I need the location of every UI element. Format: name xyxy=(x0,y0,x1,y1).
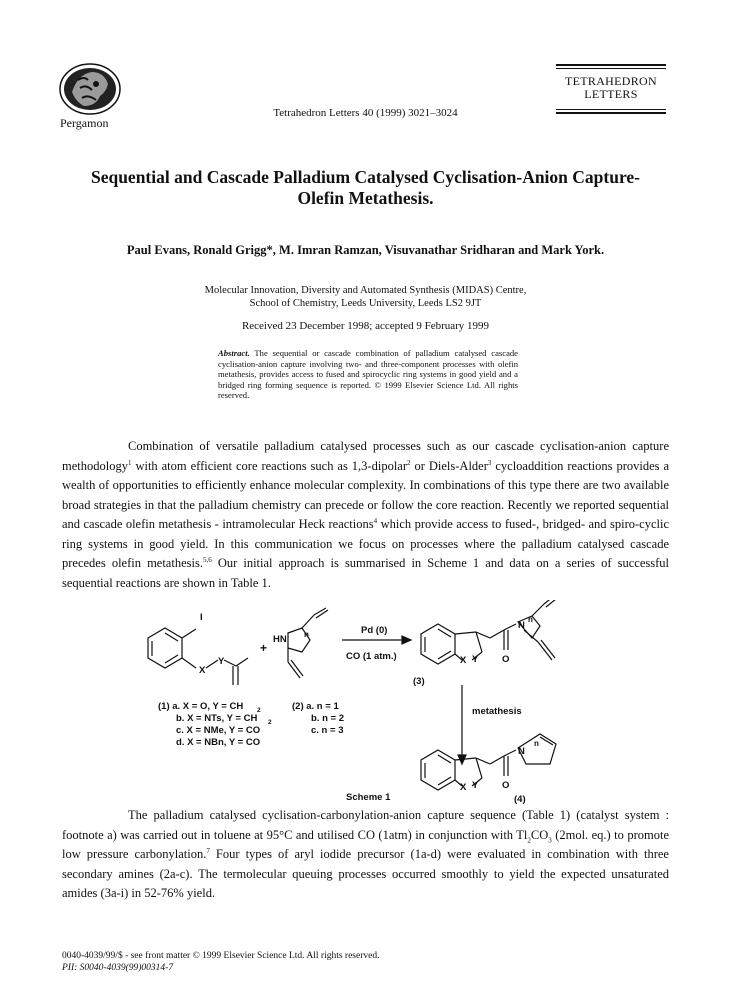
affiliation xyxy=(0,285,731,310)
svg-text:HN: HN xyxy=(273,634,287,645)
scheme-1-diagram xyxy=(120,600,640,805)
svg-text:N: N xyxy=(518,620,525,631)
journal-reference: Tetrahedron Letters 40 (1999) 3021–3024 xyxy=(273,107,458,119)
svg-text:n: n xyxy=(528,615,533,624)
citation-5-6[interactable]: 5,6 xyxy=(202,555,212,564)
abstract-text: The sequential or cascade combination of palladium catalysed cascade cyclisation-anion capture involving two- and three-component processes with olefin metathesis, provides access to fused and spirocyclic ring systems in good yield and a bridged ring forming sequence is reported. © 1999 Elsevier Science Ltd. All rights reserved. xyxy=(218,348,518,400)
citation-7[interactable]: 7 xyxy=(206,846,210,855)
journal-name-line2: LETTERS xyxy=(584,87,638,101)
abstract xyxy=(218,348,518,401)
copyright-line: 0040-4039/99/$ - see front matter © 1999 Elsevier Science Ltd. All rights reserved. xyxy=(62,951,380,961)
svg-text:CO (1 atm.): CO (1 atm.) xyxy=(346,651,397,662)
pii-line: PII: S0040-4039(99)00314-7 xyxy=(62,963,174,973)
svg-text:(4): (4) xyxy=(514,794,526,805)
received-dates: Received 23 December 1998; accepted 9 February 1999 xyxy=(241,320,490,332)
svg-text:+: + xyxy=(260,641,268,655)
svg-text:Scheme 1: Scheme 1 xyxy=(346,792,391,803)
svg-text:(2) a. n = 1: (2) a. n = 1 xyxy=(292,701,339,712)
svg-text:metathesis: metathesis xyxy=(472,706,522,717)
title-line1: Sequential and Cascade Palladium Catalysed Cyclisation-Anion Capture- xyxy=(90,167,641,187)
citation-2[interactable]: 2 xyxy=(407,458,411,467)
title-line2: Olefin Metathesis. xyxy=(297,188,434,208)
svg-text:2: 2 xyxy=(268,719,272,726)
citation-4[interactable]: 4 xyxy=(373,516,378,525)
citation-3[interactable]: 3 xyxy=(487,458,492,467)
svg-text:Y: Y xyxy=(218,656,225,667)
body-paragraph-2: The palladium catalysed cyclisation-carbonylation-anion capture sequence (Table 1) (catalyst system : footnote a) was carried out in toluene at 95°C and utilised CO (1atm) in conjunction with $Tl_2CO_3$ (2mol. eq.) to promote low pressure carbonylation.$^7$ Four types of aryl iodide precursor (1a-d) were evaluated in combination with three secondary amines (2a-c). The termolecular queuing processes occurred smoothly to yield the expected unsaturated amides (3a-i) in 52-76% yield. xyxy=(62,808,669,900)
svg-text:b. n = 2: b. n = 2 xyxy=(311,713,344,724)
svg-text:c. X = NMe, Y = CO: c. X = NMe, Y = CO xyxy=(176,725,261,736)
svg-text:N: N xyxy=(518,746,525,757)
paper-title xyxy=(60,167,671,209)
svg-text:(3): (3) xyxy=(413,676,425,687)
svg-text:n: n xyxy=(304,630,309,639)
svg-text:Y: Y xyxy=(472,780,479,791)
journal-name-box xyxy=(556,64,666,114)
svg-text:2: 2 xyxy=(257,707,261,714)
svg-text:O: O xyxy=(502,654,510,665)
publisher-name: Pergamon xyxy=(60,116,109,130)
abstract-label: Abstract. xyxy=(218,348,250,358)
citation-1[interactable]: 1 xyxy=(127,458,132,467)
svg-text:(1) a. X = O, Y = CH: (1) a. X = O, Y = CH xyxy=(158,701,244,712)
body-paragraph-1: Combination of versatile palladium catalysed processes such as our cascade cyclisation-anion capture methodology$^1$ with atom efficient core reactions such as 1,3-dipolar$^2$ or Diels-Alder$^3$ cycloaddition reactions provides a wealth of opportunities to efficiently enhance molecular complexity. In combinations of this type there are two available broad strategies in that the palladium chemistry can precede or follow the core reaction. Recently we reported sequential and cascade olefin metathesis - intramolecular Heck reactions$^4$ which provide access to fused-, bridged- and spiro-cyclic ring systems in good yield. In this communication we focus on processes where the palladium catalysed cascade precedes olefin metathesis.$^{5,6}$ Our initial approach is summarised in Scheme 1 and data on a series of successful sequential reactions are shown in Table 1. xyxy=(62,439,670,590)
svg-text:I: I xyxy=(200,612,203,623)
svg-text:b. X = NTs, Y = CH: b. X = NTs, Y = CH xyxy=(176,713,258,724)
journal-name-line1: TETRAHEDRON xyxy=(565,74,657,88)
affiliation-line1: Molecular Innovation, Diversity and Automated Synthesis (MIDAS) Centre, xyxy=(204,285,527,296)
page-footer xyxy=(62,950,379,974)
svg-text:O: O xyxy=(502,780,510,791)
svg-text:n: n xyxy=(534,739,539,748)
svg-text:c. n = 3: c. n = 3 xyxy=(311,725,344,736)
svg-text:Pd (0): Pd (0) xyxy=(361,625,388,636)
svg-text:Y: Y xyxy=(472,654,479,665)
author-list: Paul Evans, Ronald Grigg*, M. Imran Ramzan, Visuvanathar Sridharan and Mark York. xyxy=(126,243,605,257)
svg-text:X: X xyxy=(460,782,467,793)
affiliation-line2: School of Chemistry, Leeds University, Leeds LS2 9JT xyxy=(249,297,482,309)
svg-text:d. X = NBn, Y = CO: d. X = NBn, Y = CO xyxy=(176,737,261,748)
svg-text:X: X xyxy=(460,655,467,666)
svg-text:X: X xyxy=(199,665,206,676)
